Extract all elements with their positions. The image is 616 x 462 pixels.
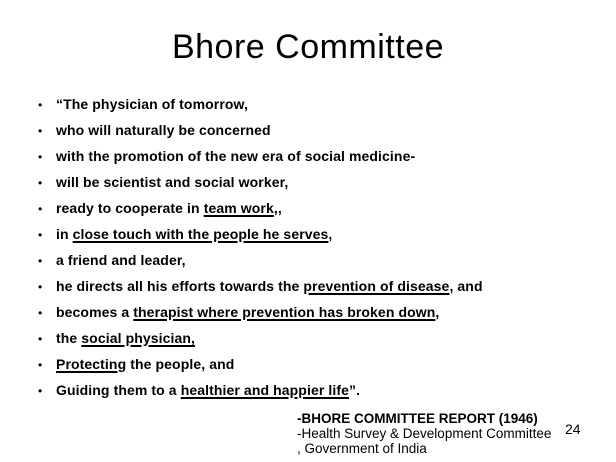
bullet-text: the social physician, [56,330,196,346]
bullet-item [38,377,608,403]
bullet-item [38,91,608,117]
bullet-dot: • [38,306,43,320]
slide-title: Bhore Committee [171,28,445,66]
footer-government-line: , Government of India [297,441,427,456]
bullet-item [38,273,608,299]
bullet-item [38,351,608,377]
bullet-text: will be scientist and social worker, [56,174,289,190]
footer-attribution [297,411,551,456]
bullet-dot: • [38,332,43,346]
bullet-dot: • [38,228,43,242]
bullet-dot: • [38,280,43,294]
bullet-dot: • [38,202,43,216]
footer-report-line: -BHORE COMMITTEE REPORT (1946) [297,411,538,426]
bullet-dot: • [38,358,43,372]
bullet-text: in close touch with the people he serves, [56,226,333,242]
bullet-item [38,247,608,273]
bullet-text: a friend and leader, [56,252,186,268]
page-number: 24 [565,421,581,437]
bullet-dot: • [38,384,43,398]
bullet-text: becomes a therapist where prevention has broken down, [56,304,440,320]
bullet-text: he directs all his efforts towards the prevention of disease, and [56,278,483,294]
bullet-list [38,91,608,403]
bullet-dot: • [38,150,43,164]
bullet-text: “The physician of tomorrow, [56,96,248,112]
bullet-item [38,325,608,351]
bullet-item [38,195,608,221]
bullet-item [38,169,608,195]
bullet-dot: • [38,254,43,268]
bullet-text: ready to cooperate in team work,, [56,200,282,216]
bullet-dot: • [38,98,43,112]
bullet-item [38,117,608,143]
bullet-dot: • [38,124,43,138]
footer-committee-line: -Health Survey & Development Committee [297,426,552,441]
bullet-text: with the promotion of the new era of social medicine- [56,148,416,164]
bullet-dot: • [38,176,43,190]
bullet-item [38,143,608,169]
bullet-item [38,221,608,247]
bullet-text: Guiding them to a healthier and happier life”. [56,382,361,398]
bullet-text: who will naturally be concerned [56,122,271,138]
bullet-item [38,299,608,325]
bullet-text: Protecting the people, and [56,356,235,372]
